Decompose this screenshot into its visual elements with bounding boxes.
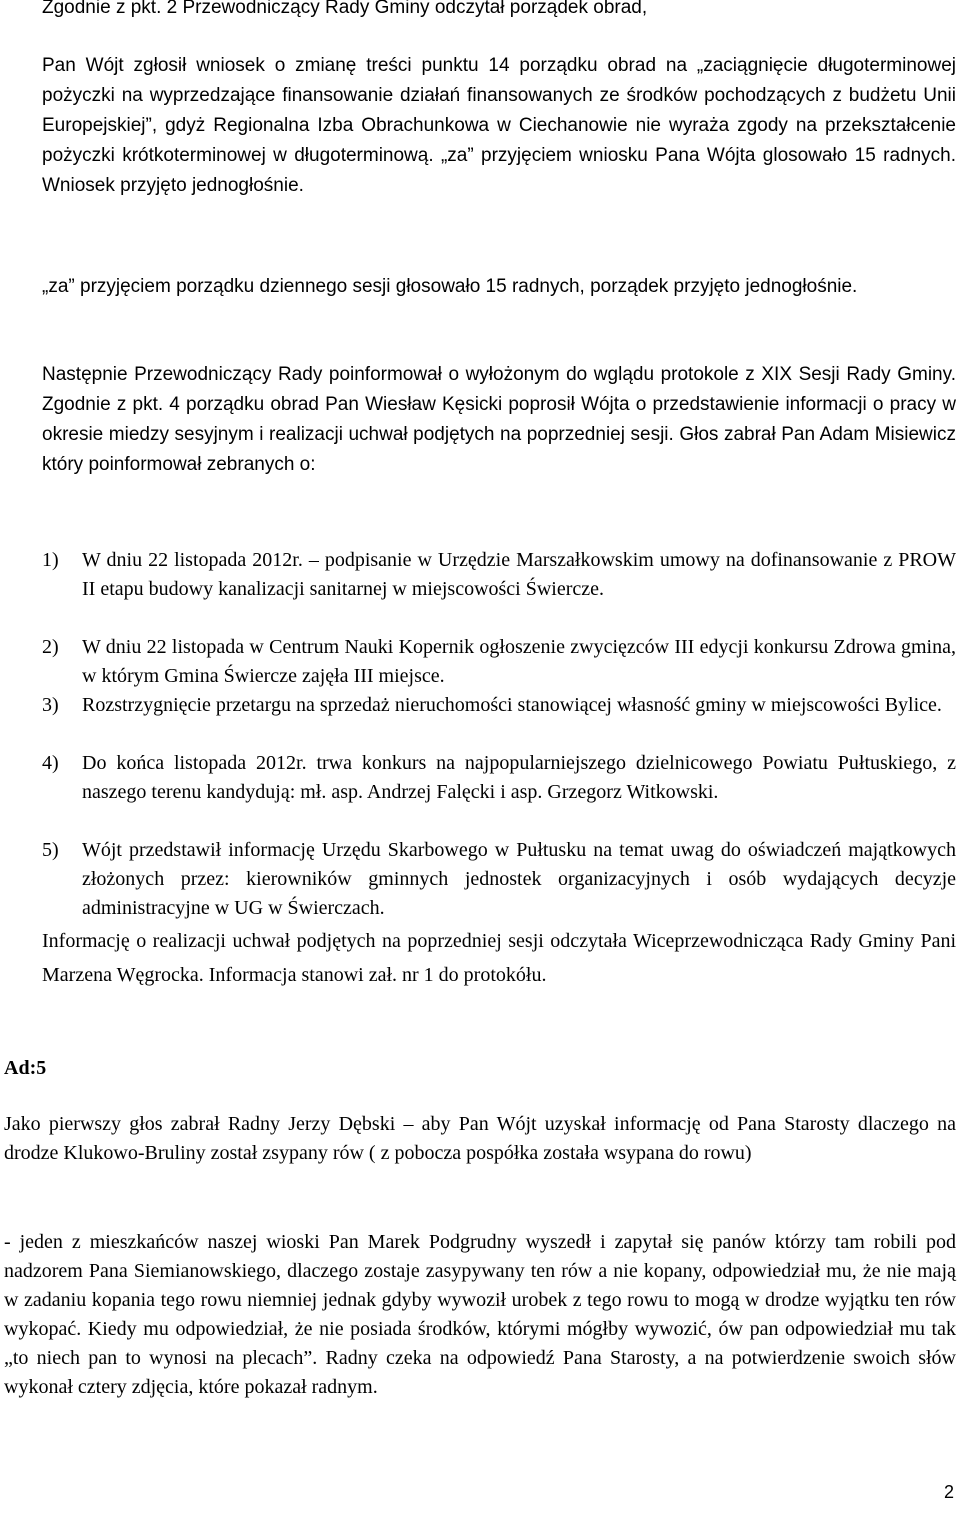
paragraph-resident-account: - jeden z mieszkańców naszej wioski Pan Marek Podgrudny wyszedł i zapytał się panów którzy tam robili pod nadzorem Pana Siemianowskiego, dlaczego zostaje zasypywany ten rów a nie kopany, odpowiedział mu, że nie mają w zadaniu kopania tego rowu niemniej jednak gdyby wywoził urobek z tego rowu to mogą w drodze wyjątku ten rów wykopać. Kiedy mu odpowiedział, że nie posiada środków, którymi mógłby wywozić, ów pan odpowiedział mu tak „to niech pan to wynosi na plecach”. Radny czeka na odpowiedź Pana Starosty, a na potwierdzenie swoich słów wykonał cztery zdjęcia, które pokazał radnym. xyxy=(4,1231,956,1398)
list-item-text: W dniu 22 listopada w Centrum Nauki Kopernik ogłoszenie zwycięzców III edycji konkursu Zdrowa gmina, w którym Gmina Świercze zajęła III miejsce. xyxy=(82,636,956,687)
list-item-text: Wójt przedstawił informację Urzędu Skarbowego w Pułtusku na temat uwag do oświadczeń majątkowych złożonych przez: kierowników gminnych jednostek organizacyjnych i osób wydających decyzje administracyjne w UG w Świerczach. xyxy=(82,839,956,919)
paragraph-debski-question: Jako pierwszy głos zabrał Radny Jerzy Dębski – aby Pan Wójt uzyskał informację od Pana Starosty dlaczego na drodze Klukowo-Bruliny został zsypany rów ( z pobocza pospółka została wsypana do rowu) xyxy=(4,1113,956,1164)
list-item-text: W dniu 22 listopada 2012r. – podpisanie w Urzędzie Marszałkowskim umowy na dofinansowanie z PROW II etapu budowy kanalizacji sanitarnej w miejscowości Świercze. xyxy=(82,549,956,600)
list-item-number: 4) xyxy=(42,752,59,774)
page-number: 2 xyxy=(943,1482,954,1502)
list-item xyxy=(42,836,956,923)
list-item xyxy=(42,633,956,691)
list-item-text: Do końca listopada 2012r. trwa konkurs na najpopularniejszego dzielnicowego Powiatu Pułtuskiego, z naszego terenu kandydują: mł. asp. Andrzej Falęcki i asp. Grzegorz Witkowski. xyxy=(82,752,956,803)
list-item xyxy=(42,691,956,720)
list-item-number: 5) xyxy=(42,839,59,861)
list-item-number: 1) xyxy=(42,549,59,571)
list-item xyxy=(42,749,956,807)
paragraph-session-report: Następnie Przewodniczący Rady poinformował o wyłożonym do wglądu protokole z XIX Sesji Rady Gminy. Zgodnie z pkt. 4 porządku obrad Pan Wiesław Kęsicki poprosił Wójta o przedstawienie informacji o pracy w okresie miedzy sesyjnym i realizacji uchwał podjętych na poprzedniej sesji. Głos zabrał Pan Adam Misiewicz który poinformował zebranych o: xyxy=(42,364,956,475)
section-heading-ad5: Ad:5 xyxy=(4,1057,47,1079)
paragraph-agenda-read: Zgodnie z pkt. 2 Przewodniczący Rady Gminy odczytał porządek obrad, xyxy=(42,0,648,18)
list-item-number: 3) xyxy=(42,694,59,716)
paragraph-resolutions-report: Informację o realizacji uchwał podjętych na poprzedniej sesji odczytała Wiceprzewodnicząca Rady Gminy Pani Marzena Węgrocka. Informacja stanowi zał. nr 1 do protokółu. xyxy=(42,930,956,986)
paragraph-wojt-motion: Pan Wójt zgłosił wniosek o zmianę treści punktu 14 porządku obrad na „zaciągnięcie długoterminowej pożyczki na wyprzedzające finansowanie działań finansowanych ze środków pochodzących z budżetu Unii Europejskiej”, gdyż Regionalna Izba Obrachunkowa w Ciechanowie nie wyraża zgody na przekształcenie pożyczki krótkoterminowej w długoterminową. „za” przyjęciem wniosku Pana Wójta glosowało 15 radnych. Wniosek przyjęto jednogłośnie. xyxy=(42,55,956,196)
list-item-number: 2) xyxy=(42,636,59,658)
list-item xyxy=(42,546,956,604)
paragraph-agenda-vote: „za” przyjęciem porządku dziennego sesji głosowało 15 radnych, porządek przyjęto jednogłośnie. xyxy=(42,276,858,297)
list-item-text: Rozstrzygnięcie przetargu na sprzedaż nieruchomości stanowiącej własność gminy w miejscowości Bylice. xyxy=(82,694,942,716)
